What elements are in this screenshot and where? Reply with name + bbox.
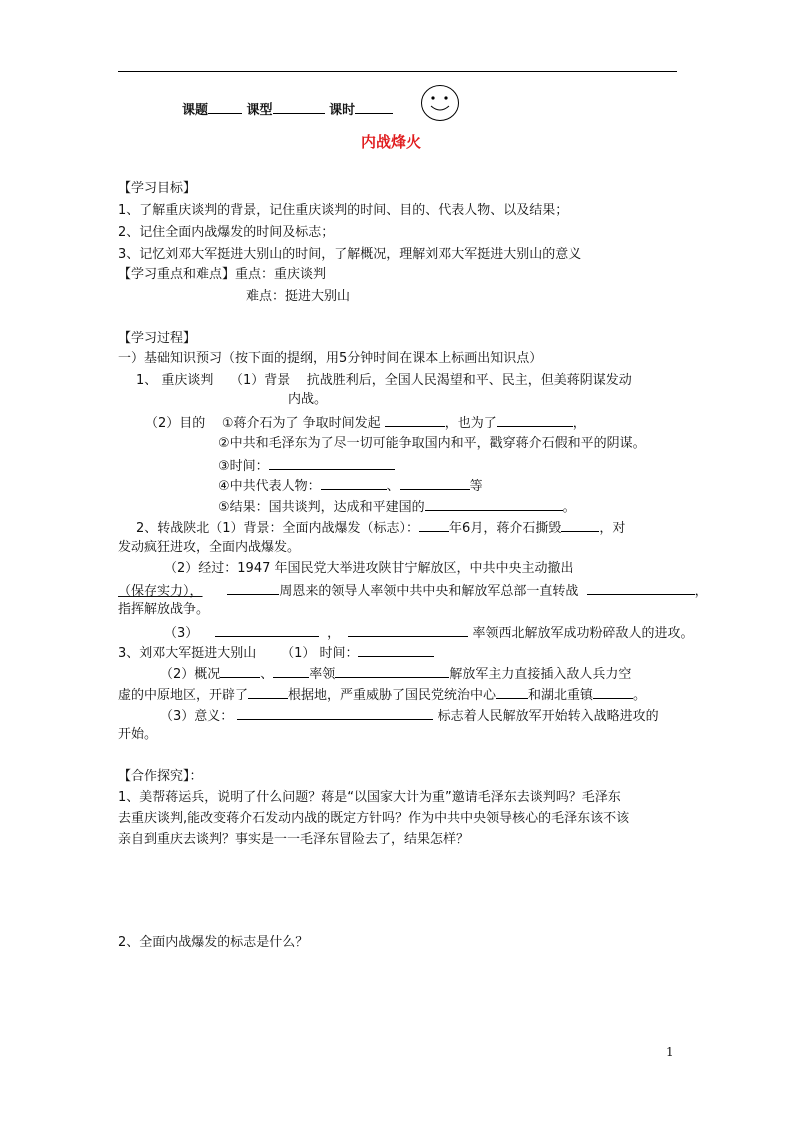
purpose-text: ，也为了 (444, 416, 497, 431)
background-text-cont: 内战。 (288, 392, 328, 407)
separator: 、 (260, 667, 274, 682)
time-label: ③时间： (218, 459, 269, 474)
question-1-line-3: 亲自到重庆去谈判？事实是一一毛泽东冒险去了，结果怎样？ (118, 832, 470, 847)
question-1-line-2: 去重庆谈判,能改变蒋介石发动内战的既定方针吗？作为中共中央领导核心的毛泽东该不该 (118, 811, 630, 826)
blank (348, 623, 468, 637)
blank (593, 685, 633, 699)
section-2-text: （3） (164, 626, 199, 641)
suffix: 等 (469, 479, 483, 494)
period-blank (355, 100, 393, 114)
purpose-text-2: ②中共和毛泽东为了尽一切可能争取国内和平，戳穿蒋介石假和平的阴谋。 (218, 436, 646, 451)
goal-item: 1、了解重庆谈判的背景，记住重庆谈判的时间、目的、代表人物、以及结果； (118, 203, 569, 218)
goals-heading: 【学习目标】 (118, 181, 197, 196)
blank (400, 476, 470, 490)
goal-row-1 (145, 413, 586, 433)
difficult-point: 难点：挺进大别山 (246, 289, 351, 304)
separator: ， (327, 626, 341, 641)
section-3-text-end: 开始。 (118, 727, 158, 742)
key-points-heading: 【学习重点和难点】 (118, 267, 236, 282)
section-2-p3-row (164, 623, 694, 643)
type-label: 课型 (246, 103, 273, 118)
smiley-face-icon (420, 84, 460, 122)
goal-item: 3、记忆刘邓大军挺进大别山的时间，了解概况，理解刘邓大军挺进大别山的意义 (118, 247, 582, 262)
suffix: 。 (633, 688, 647, 703)
section-3-text: 标志着人民解放军开始转入战略进攻的 (437, 709, 659, 724)
section-3-p2-row-2 (118, 685, 646, 705)
cooperation-heading: 【合作探究】： (118, 769, 203, 784)
section-1-row (136, 372, 632, 390)
process-intro: 一）基础知识预习（按下面的提纲，用5分钟时间在课本上标画出知识点） (118, 351, 543, 366)
section-2-text-2: 发动疯狂进攻，全面内战爆发。 (118, 540, 301, 555)
blank (385, 413, 445, 427)
key-points-row (118, 266, 326, 284)
topic-label: 课题 (182, 103, 209, 118)
background-text: 抗战胜利后，全国人民渴望和平、民主，但美蒋阴谋发动 (306, 373, 632, 388)
goal-item: 2、记住全面内战爆发的时间及标志； (118, 225, 335, 240)
section-1-label: 1、 重庆谈判 (136, 373, 214, 388)
blank (321, 476, 387, 490)
section-3-p3-row (160, 706, 659, 726)
blank (220, 664, 260, 678)
section-2-row (136, 518, 625, 538)
blank (497, 413, 573, 427)
blank (335, 664, 449, 678)
blank (425, 497, 563, 511)
section-2-text: ，对 (599, 521, 626, 536)
section-2-label: 2、转战陕北（1）背景：全面内战爆发（标志）： (136, 521, 420, 536)
process-heading: 【学习过程】 (118, 331, 197, 346)
suffix: 。 (562, 500, 576, 515)
result-row (218, 497, 576, 517)
result-label: ⑤结果：国共谈判，达成和平建国的 (218, 500, 425, 515)
type-blank (273, 100, 325, 114)
section-3-text: 根据地，严重威胁了国民党统治中心 (288, 688, 497, 703)
underlined-text: （保存实力）， (118, 584, 203, 599)
time-row (218, 456, 395, 476)
purpose-label: （2）目的 (145, 416, 206, 431)
blank (561, 518, 599, 532)
blank (273, 664, 309, 678)
key-point: 重点：重庆谈判 (235, 267, 327, 282)
section-3-text: 和湖北重镇 (528, 688, 594, 703)
period-label: 课时 (329, 103, 356, 118)
blank (419, 518, 449, 532)
representatives-label: ④中共代表人物： (218, 479, 321, 494)
section-3-text: （2）概况 (160, 667, 221, 682)
blank (237, 706, 433, 720)
section-3-text: 虚的中原地区，开辟了 (118, 688, 249, 703)
separator: 、 (386, 479, 400, 494)
section-2-text: 率领西北解放军成功粉碎敌人的进攻。 (472, 626, 694, 641)
background-label: （1）背景 (229, 373, 291, 388)
section-3-text: 解放军主力直接插入敌人兵力空 (449, 667, 632, 682)
section-3-label: 3、刘邓大军挺进大别山 (118, 646, 257, 661)
topic-blank (208, 100, 242, 114)
blank (215, 623, 319, 637)
significance-label: （3）意义： (160, 709, 234, 724)
blank (248, 685, 288, 699)
header-rule (118, 71, 677, 72)
question-1-line-1: 1、美帮蒋运兵，说明了什么问题？蒋是“以国家大计为重”邀请毛泽东去谈判吗？毛泽东 (118, 790, 621, 805)
page-title: 内战烽火 (361, 133, 422, 151)
section-2-process-row (118, 581, 708, 601)
suffix: ， (694, 584, 708, 599)
representatives-row (218, 476, 483, 496)
blank (496, 685, 528, 699)
blank (227, 581, 279, 595)
blank (358, 643, 434, 657)
section-2-process: （2）经过：1947 年国民党大举进攻陕甘宁解放区，中共中央主动撤出 (164, 561, 574, 576)
section-3-text: 率领 (309, 667, 336, 682)
section-2-text: 年6月，蒋介石撕毁 (449, 521, 562, 536)
section-2-text-3: 指挥解放战争。 (118, 602, 210, 617)
question-2: 2、全面内战爆发的标志是什么？ (118, 935, 309, 950)
section-2-text: 周恩来的领导人率领中共中央和解放军总部一直转战 (279, 584, 579, 599)
section-3-row (118, 643, 434, 663)
section-3-time-label: （1） 时间： (281, 646, 359, 661)
section-3-p2-row (160, 664, 631, 684)
purpose-text: ①蒋介石为了 争取时间发起 (221, 416, 381, 431)
page-number: 1 (666, 1045, 674, 1059)
blank (587, 581, 695, 595)
purpose-text: ， (572, 416, 586, 431)
blank (269, 456, 395, 470)
lesson-header (182, 100, 393, 120)
